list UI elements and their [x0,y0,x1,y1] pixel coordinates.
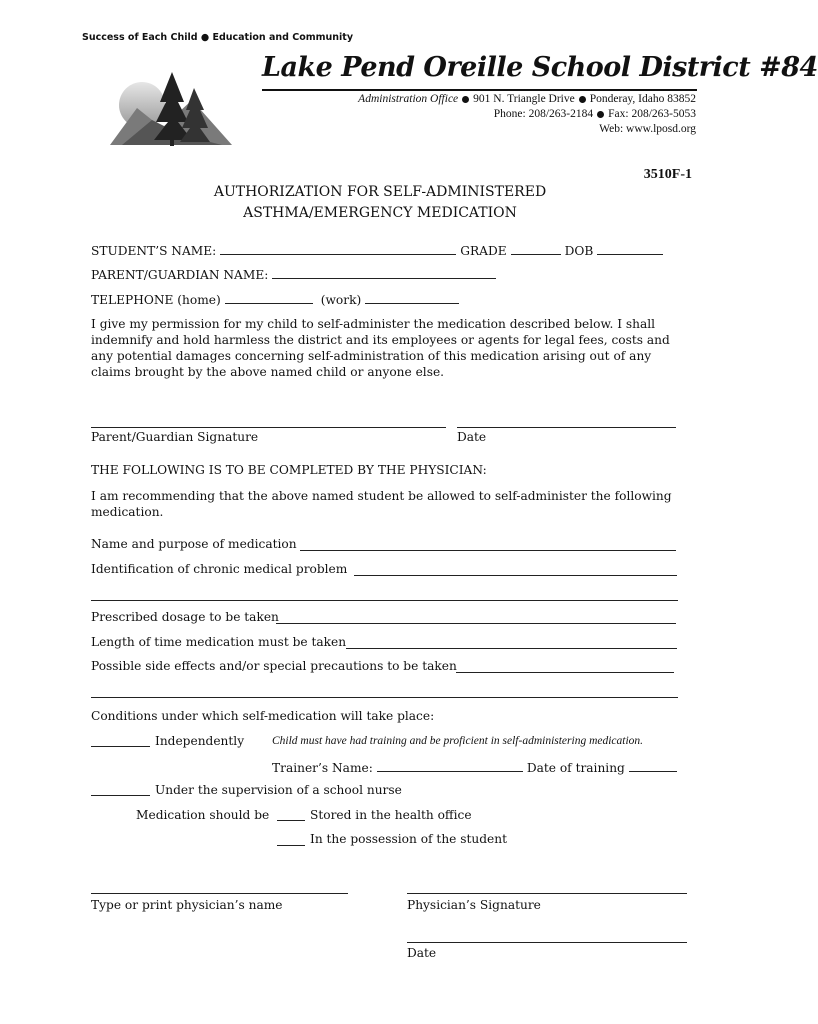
bullet-icon [597,111,604,118]
physician-name-label: Type or print physician’s name [91,898,283,912]
length-label: Length of time medication must be taken [91,635,347,649]
phone: Phone: 208/263-2184 [493,108,594,120]
physician-name-line[interactable] [91,893,348,894]
side-effects-label: Possible side effects and/or special precautions to be taken [91,659,457,673]
web-line: Web: www.lposd.org [599,123,696,135]
parent-date-line[interactable] [457,427,676,428]
name-purpose-label: Name and purpose of medication [91,537,297,551]
parent-name-label: PARENT/GUARDIAN NAME: [91,268,269,282]
physician-signature-line[interactable] [407,893,687,894]
student-info-row [91,242,667,258]
medication-should-be-label: Medication should be [136,808,270,822]
grade-field[interactable] [511,242,561,255]
physician-date-label: Date [407,946,437,960]
recommendation-text: I am recommending that the above named student be allowed to self-administer the following medication. [91,489,672,519]
permission-statement: I give my permission for my child to self-administer the medication described below. I shall indemnify and hold harmless the district and its employees or agents for legal fees, costs and any potential damages concerning self-administration of this medication arising out of any claims brought by the above named child or anyone else. [91,317,670,379]
admin-office-label: Administration Office [358,93,459,105]
trainer-row [272,759,681,775]
student-name-label: STUDENT’S NAME: [91,244,217,258]
fax: Fax: 208/263-5053 [608,108,696,120]
dosage-field[interactable] [276,623,676,624]
telephone-row [91,291,463,307]
grade-label: GRADE [460,244,507,258]
form-title-line2: ASTHMA/EMERGENCY MEDICATION [243,205,517,221]
parent-signature-label: Parent/Guardian Signature [91,430,259,444]
side-effects-field[interactable] [456,672,674,673]
conditions-label: Conditions under which self-medication will take place: [91,709,435,723]
independently-checkbox-line[interactable] [91,746,150,747]
street-address: 901 N. Triangle Drive [473,93,575,105]
parent-row [91,266,500,282]
parent-signature-line[interactable] [91,427,446,428]
physician-signature-label: Physician’s Signature [407,898,541,912]
length-field[interactable] [346,648,677,649]
form-title-line1: AUTHORIZATION FOR SELF-ADMINISTERED [213,184,547,200]
bullet-icon [579,96,586,103]
district-name: Lake Pend Oreille School District #84 [262,52,818,83]
district-logo [82,32,354,150]
physician-date-line[interactable] [407,942,687,943]
stored-checkbox-line[interactable] [277,820,305,821]
telephone-home-label: TELEPHONE (home) [91,293,221,307]
possession-label: In the possession of the student [310,832,508,846]
stored-label: Stored in the health office [310,808,472,822]
bullet-icon [462,96,469,103]
physician-heading: THE FOLLOWING IS TO BE COMPLETED BY THE PHYSICIAN: [91,463,487,477]
city-address: Ponderay, Idaho 83852 [589,93,696,105]
side-effects-field-2[interactable] [91,697,678,698]
telephone-work-label: (work) [320,293,362,307]
trainer-name-label: Trainer’s Name: [272,761,373,775]
parent-name-field[interactable] [272,266,496,279]
telephone-home-field[interactable] [225,291,313,304]
admin-address-line [358,93,696,105]
chronic-problem-field[interactable] [354,575,677,576]
training-note: Child must have had training and be proficient in self-administering medication. [272,735,644,747]
supervision-label: Under the supervision of a school nurse [155,783,402,797]
supervision-checkbox-line[interactable] [91,795,150,796]
header-rule [262,89,697,91]
dosage-label: Prescribed dosage to be taken [91,610,279,624]
form-number: 3510F-1 [643,167,692,182]
phone-fax-line [494,108,696,120]
date-of-training-field[interactable] [629,759,677,772]
independently-label: Independently [155,734,245,748]
chronic-problem-field-2[interactable] [91,600,678,601]
dob-field[interactable] [597,242,663,255]
name-purpose-field[interactable] [300,550,676,551]
dob-label: DOB [564,244,594,258]
chronic-problem-label: Identification of chronic medical problem [91,562,348,576]
trainer-name-field[interactable] [377,759,523,772]
student-name-field[interactable] [220,242,456,255]
telephone-work-field[interactable] [365,291,459,304]
logo-arc-text: Success of Each Child ● Education and Community [82,32,354,43]
date-of-training-label: Date of training [526,761,625,775]
possession-checkbox-line[interactable] [277,845,305,846]
parent-date-label: Date [457,430,487,444]
